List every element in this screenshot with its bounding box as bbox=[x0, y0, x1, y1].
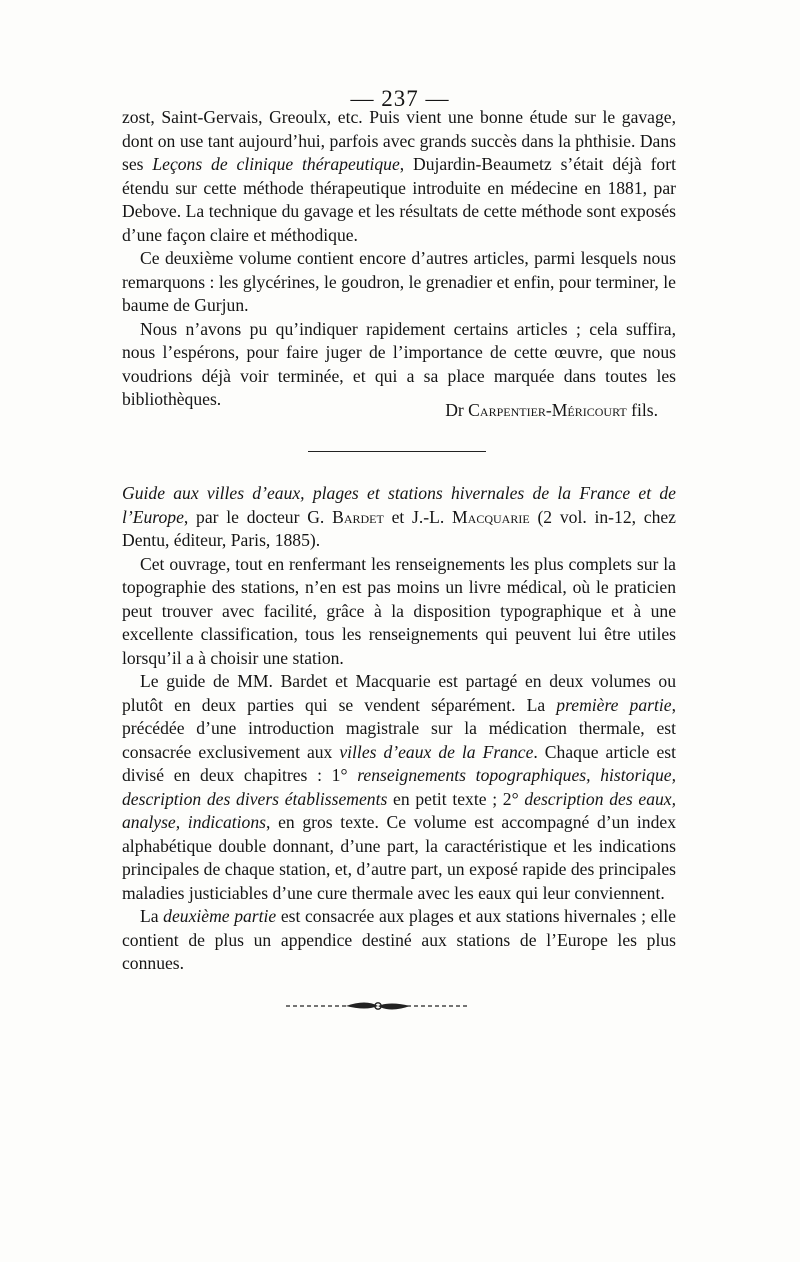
page-number: — 237 — bbox=[350, 86, 450, 111]
text-run: , précédée d’une introduction magistrale sur la médication thermale, est consacrée exclusivement aux bbox=[122, 694, 676, 762]
text-run: est consacrée aux plages et aux stations hivernales ; elle contient de plus un appendice destiné aux stations de l’Europe les plus connues. bbox=[122, 906, 676, 973]
text-run: renseignements topographiques, historique, description des divers établissements bbox=[122, 765, 676, 809]
signature bbox=[122, 400, 658, 421]
text-run: description des eaux, analyse, indications bbox=[122, 788, 676, 832]
text-run: Bardet bbox=[332, 506, 384, 527]
text-run: Guide aux villes d’eaux, plages et stations hivernales de la France et de l’Europe bbox=[122, 483, 676, 527]
text-run: et J.-L. bbox=[383, 506, 453, 527]
paragraph-second-volume: Ce deuxième volume contient encore d’autres articles, parmi lesquels nous remarquons : les glycérines, le goudron, le grenadier et enfin, pour terminer, le baume de Gurjun. bbox=[122, 248, 676, 315]
text-run: La bbox=[140, 906, 164, 926]
text-run: Macquarie bbox=[452, 506, 530, 527]
paragraph-structure bbox=[122, 670, 676, 905]
paragraph-overview: Cet ouvrage, tout en renfermant les renseignements les plus complets sur la topographie des stations, n’en est pas moins un livre médical, où le praticien peut trouver avec facilité, grâce à la disposition typographique et à une excellente classification, tous les renseignements qui peuvent lui être utiles lorsqu’il a à choisir une station. bbox=[122, 553, 676, 668]
text-run: , Dujardin-Beaumetz s’était déjà fort étendu sur cette méthode thérapeutique introduite en médecine en 1881, par Debove. La technique du gavage et les résultats de cette méthode sont exposés d’une façon claire et méthodique. bbox=[122, 154, 676, 245]
text-run: zost, Saint-Gervais, Greoulx, etc. Puis vient une bonne étude sur le gavage, dont on use tant aujourd’hui, parfois avec grands succès dans la phthisie. Dans ses bbox=[122, 107, 676, 174]
text-run: Leçons de clinique thérapeutique bbox=[152, 154, 400, 174]
signature-suffix: fils. bbox=[631, 400, 658, 420]
signature-title: Dr bbox=[445, 400, 464, 420]
text-run: , par le docteur G. bbox=[183, 506, 333, 527]
text-run: , en gros texte. Ce volume est accompagné d’un index alphabétique double donnant, d’une part, la caractéristique et les indications principales de chaque station, et, d’autre part, un exposé rapide des principales maladies justiciables d’une cure thermale avec les eaux qui leur conviennent. bbox=[122, 812, 676, 903]
text-run: première partie bbox=[556, 694, 672, 715]
book-title-entry bbox=[122, 482, 676, 553]
text-run: Le guide de MM. Bardet et Macquarie est partagé en deux volumes ou plutôt en deux parties qui se vendent séparément. La bbox=[122, 671, 676, 715]
signature-name: Carpentier-Méricourt bbox=[468, 400, 627, 420]
text-run: (2 vol. in-12, chez Dentu, éditeur, Paris, 1885). bbox=[122, 506, 676, 550]
paragraph-gavage bbox=[122, 106, 676, 247]
review-section-2 bbox=[122, 482, 676, 976]
section-separator bbox=[308, 451, 486, 452]
paragraph-conclusion: Nous n’avons pu qu’indiquer rapidement certains articles ; cela suffira, nous l’espérons, pour faire juger de l’importance de cette œuvre, que nous voudrions déjà voir terminée, et qui a sa place marquée dans toutes les bibliothèques. bbox=[122, 318, 676, 409]
review-section-1 bbox=[122, 106, 676, 412]
end-ornament bbox=[286, 995, 470, 1017]
text-run: villes d’eaux de la France bbox=[339, 741, 534, 762]
text-run: . Chaque article est divisé en deux chapitres : 1° bbox=[122, 741, 677, 785]
text-run: en petit texte ; 2° bbox=[387, 788, 525, 809]
text-run: deuxième partie bbox=[163, 906, 277, 926]
paragraph-second-part bbox=[122, 905, 676, 976]
